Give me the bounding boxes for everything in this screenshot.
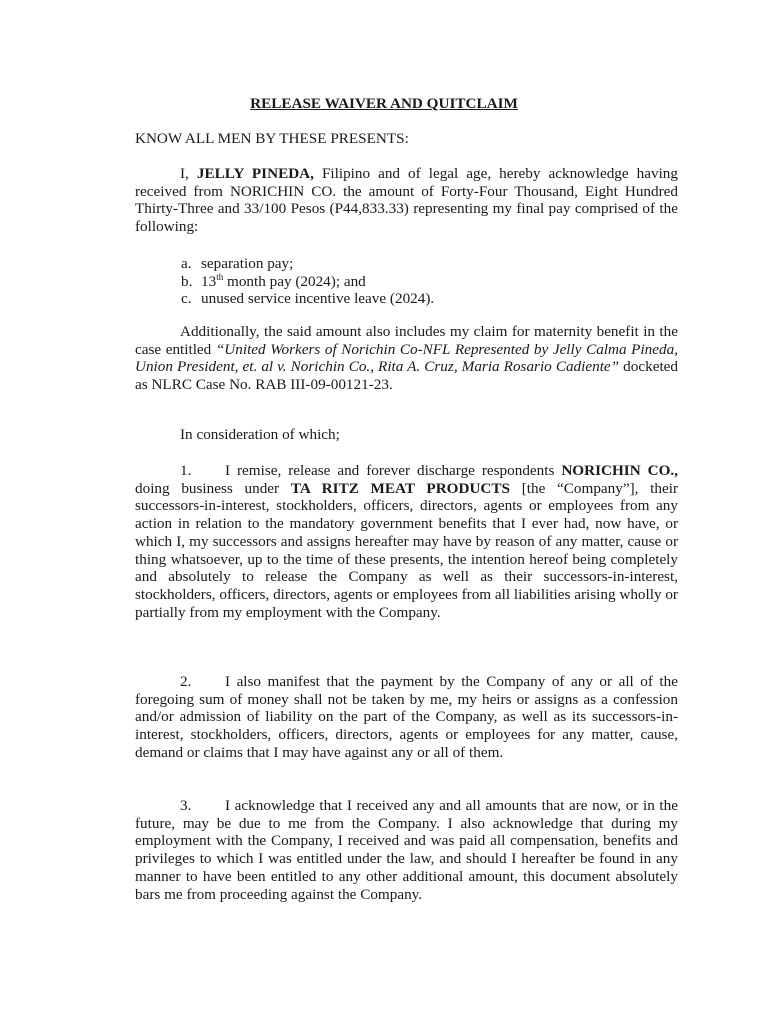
clause-3-text: I acknowledge that I received any and all amounts that are now, or in the future, may be due to me from the Company. I also acknowledge that during my employment with the Company, I received and was paid all compensation, benefits and privileges to which I was entitled under the law, and should I hereafter be found in any manner to have been entitled to any other additional amount, this document absolutely bars me from proceeding against the Company.	[135, 797, 678, 903]
p1-post: Filipino and of legal age, hereby acknowledge having received from NORICHIN CO. the amount of Forty-Four Thousand, Eight Hundred Thirty-Three and 33/100 Pesos (P44,833.33) representing my final pay comprised of the following:	[135, 165, 678, 236]
ordinal-suffix: th	[216, 271, 224, 282]
clause-number: 2.	[180, 673, 192, 690]
paragraph-acknowledgement	[135, 165, 678, 236]
list-item	[181, 255, 681, 273]
clause-number: 1.	[180, 462, 192, 479]
list-item-text-rest: month pay (2024); and	[223, 272, 366, 290]
p1-pre: I,	[180, 165, 197, 182]
paragraph-maternity-claim	[135, 323, 678, 394]
p2-post: docketed as NLRC Case No. RAB III-09-00121-23.	[135, 358, 678, 394]
list-item	[181, 290, 681, 308]
clause-1-text-b: doing business under	[135, 479, 291, 497]
list-item-text: separation pay;	[201, 255, 294, 272]
paragraph-clause-2	[135, 673, 678, 762]
list-item-label: c.	[181, 290, 192, 308]
paragraph-consideration: In consideration of which;	[180, 426, 340, 443]
clause-1-text-c: [the “Company”], their successors-in-interest, stockholders, officers, directors, agents or employees from any action in relation to the mandatory government benefits that I ever had, now have, or which I, my successors and assigns hereafter may have by reason of any matter, cause or thing whatsoever, up to the time of these presents, the intention hereof being completely and absolutely to release the Company as well as their successors-in-interest, stockholders, officers, directors, agents or employees from all liabilities arising wholly or partially from my employment with the Company.	[135, 479, 679, 621]
document-title: RELEASE WAIVER AND QUITCLAIM	[250, 95, 518, 112]
list-item-text: unused service incentive leave (2024).	[201, 290, 435, 308]
list-item-label: a.	[181, 255, 192, 272]
case-title: “United Workers of Norichin Co-NFL Represented by Jelly Calma Pineda, Union President, et. al v. Norichin Co., Rita A. Cruz, Maria Rosario Cadiente”	[135, 340, 678, 376]
final-pay-list	[181, 255, 681, 308]
list-item	[181, 273, 681, 291]
clause-2-text: I also manifest that the payment by the Company of any or all of the foregoing sum of money shall not be taken by me, my heirs or assigns as a confession and/or admission of liability on the part of the Company, as well as its successors-in-interest, stockholders, officers, directors, agents or employees for any matter, cause, demand or claims that I may have against any or all of them.	[135, 673, 678, 761]
company-name: NORICHIN CO.,	[561, 462, 678, 479]
paragraph-clause-1	[135, 462, 678, 621]
clause-number: 3.	[180, 797, 192, 814]
clause-1-text-a: I remise, release and forever discharge respondents	[225, 462, 562, 479]
list-item-text: 13	[201, 272, 217, 290]
business-name: TA RITZ MEAT PRODUCTS	[290, 479, 510, 497]
person-name: JELLY PINEDA,	[196, 165, 314, 182]
paragraph-clause-3	[135, 797, 678, 903]
intro-line: KNOW ALL MEN BY THESE PRESENTS:	[135, 130, 409, 147]
p2-pre: Additionally, the said amount also includes my claim for maternity benefit in the case entitled	[135, 323, 678, 358]
list-item-label: b.	[181, 272, 193, 290]
